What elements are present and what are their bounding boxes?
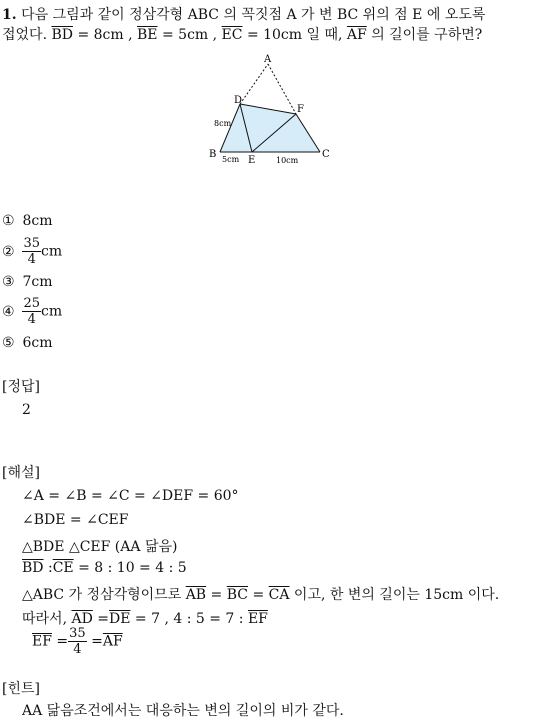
sol5-text-g: 이고, 한 변의 길이는 15cm 이다. xyxy=(293,587,500,603)
segment-bd: $\overline{BD}$ xyxy=(51,27,73,43)
option-4-unit: cm xyxy=(41,303,63,320)
be-value: = 5cm , xyxy=(161,27,218,43)
solution-line-3: △BDE △CEF (AA 닮음) xyxy=(22,539,178,555)
solution-header: [해설] xyxy=(2,465,40,481)
option-3-text: 7cm xyxy=(22,274,53,290)
hint-text: AA 닮음조건에서는 대응하는 변의 길이의 비가 같다. xyxy=(22,703,344,719)
question-text-2a: 접었다. xyxy=(2,27,48,43)
sol6-values: = 7 , 4 : 5 = 7 : xyxy=(134,611,244,627)
option-4-denominator: 4 xyxy=(27,312,36,327)
option-4 xyxy=(2,296,62,327)
sol5-eq-1: = xyxy=(210,587,223,603)
question-number: 1. xyxy=(2,7,17,23)
label-c: C xyxy=(322,149,330,160)
hint-header: [힌트] xyxy=(2,681,40,697)
sol7-eq-1: = xyxy=(56,633,69,650)
segment-ab: $\overline{AB}$ xyxy=(185,587,207,603)
ratio-colon: : xyxy=(47,560,53,576)
label-a: A xyxy=(264,54,272,65)
question-line-1 xyxy=(2,4,485,24)
dashed-ad xyxy=(240,64,268,104)
question-text-1: 다음 그림과 같이 정삼각형 ABC 의 꼭짓점 A 가 변 BC 위의 점 E 에 오도록 xyxy=(21,7,486,23)
sol6-text-a: 따라서, xyxy=(22,611,68,627)
label-b: B xyxy=(209,149,217,160)
segment-ce-ratio: $\overline{CE}$ xyxy=(52,560,74,576)
label-f: F xyxy=(297,104,304,115)
option-1-text: 8cm xyxy=(22,213,53,229)
segment-de: $\overline{DE}$ xyxy=(109,611,131,627)
segment-af: $\overline{AF}$ xyxy=(346,27,367,43)
sol5-eq-2: = xyxy=(252,587,265,603)
option-4-mark: ④ xyxy=(2,303,15,320)
ec-value: = 10cm 일 때, xyxy=(246,27,343,43)
label-d: D xyxy=(234,95,243,106)
solution-line-7 xyxy=(32,626,123,657)
segment-ca: $\overline{CA}$ xyxy=(268,587,290,603)
option-4-fraction xyxy=(22,296,41,327)
segment-ef-2: $\overline{EF}$ xyxy=(32,633,52,650)
option-2-unit: cm xyxy=(41,243,63,260)
sol7-denominator: 4 xyxy=(73,642,82,657)
sol5-text-a: △ABC 가 정삼각형이므로 xyxy=(22,587,182,603)
segment-be: $\overline{BE}$ xyxy=(137,27,158,43)
segment-ec: $\overline{EC}$ xyxy=(221,27,243,43)
answer-value: 2 xyxy=(22,402,31,418)
question-text-2b: 의 길이를 구하면? xyxy=(371,27,483,43)
bd-value: = 8cm , xyxy=(77,27,133,43)
dashed-af xyxy=(268,64,296,114)
option-2-denominator: 4 xyxy=(27,252,36,267)
segment-ad: $\overline{AD}$ xyxy=(71,611,93,627)
triangle-figure xyxy=(200,52,336,172)
sol7-numerator: 35 xyxy=(69,626,86,641)
option-2-fraction xyxy=(22,236,41,267)
option-2-numerator: 35 xyxy=(23,236,40,251)
option-3 xyxy=(2,274,52,290)
solution-line-4 xyxy=(22,560,187,576)
label-e: E xyxy=(248,155,256,166)
segment-af-result: $\overline{AF}$ xyxy=(102,633,123,650)
option-5-mark: ⑤ xyxy=(2,335,15,351)
solution-line-5 xyxy=(22,584,499,604)
option-2 xyxy=(2,236,62,267)
option-2-mark: ② xyxy=(2,243,15,260)
length-ec: 10cm xyxy=(276,156,299,165)
solution-line-6 xyxy=(22,608,268,628)
length-be: 5cm xyxy=(222,155,240,164)
question-line-2 xyxy=(2,24,482,44)
sol7-eq-2: = xyxy=(91,633,103,650)
length-bd: 8cm xyxy=(214,119,232,128)
option-3-mark: ③ xyxy=(2,274,15,290)
sol7-fraction xyxy=(68,626,87,657)
sol6-eq: = xyxy=(97,611,110,627)
option-1-mark: ① xyxy=(2,213,15,229)
solution-line-2: ∠BDE = ∠CEF xyxy=(22,512,129,528)
segment-bc: $\overline{BC}$ xyxy=(226,587,248,603)
segment-bd-ratio: $\overline{BD}$ xyxy=(22,560,44,576)
option-1 xyxy=(2,213,52,229)
solution-line-1: ∠A = ∠B = ∠C = ∠DEF = 60° xyxy=(22,488,239,504)
option-4-numerator: 25 xyxy=(23,296,40,311)
option-5 xyxy=(2,335,52,351)
segment-ef-1: $\overline{EF}$ xyxy=(247,611,268,627)
ratio-values: = 8 : 10 = 4 : 5 xyxy=(78,560,187,576)
answer-header: [정답] xyxy=(2,379,40,395)
option-5-text: 6cm xyxy=(22,335,53,351)
